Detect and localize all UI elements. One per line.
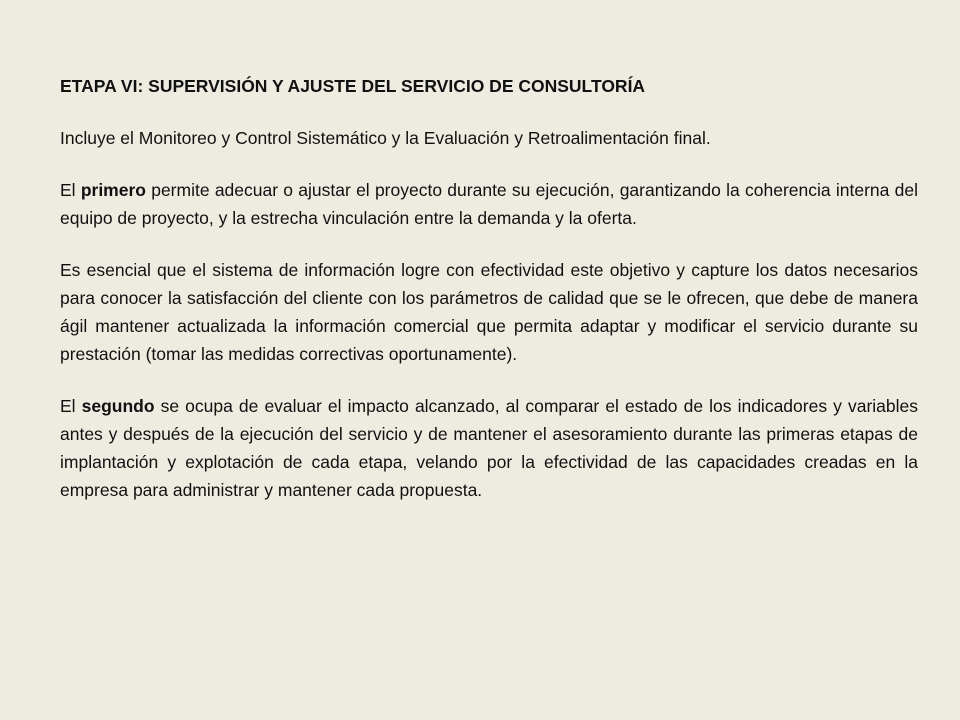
slide-title: ETAPA VI: SUPERVISIÓN Y AJUSTE DEL SERVICIO DE CONSULTORÍA xyxy=(60,76,646,96)
paragraph-segundo-keyword: segundo xyxy=(81,396,155,416)
paragraph-intro: Incluye el Monitoreo y Control Sistemático y la Evaluación y Retroalimentación final. xyxy=(60,128,711,148)
paragraph-primero-keyword: primero xyxy=(80,180,146,200)
paragraph-segundo xyxy=(60,392,918,504)
paragraph-primero-lead: El xyxy=(60,180,81,200)
paragraph-segundo-body: se ocupa de evaluar el impacto alcanzado, al comparar el estado de los indicadores y variables antes y después de la ejecución del servicio y de mantener el asesoramiento durante las primeras etapas de implantación y explotación de cada etapa, velando por la efectividad de las capacidades creadas en la empresa para administrar y mantener cada propuesta. xyxy=(60,396,918,500)
paragraph-sistema-informacion: Es esencial que el sistema de información logre con efectividad este objetivo y capture los datos necesarios para conocer la satisfacción del cliente con los parámetros de calidad que se le ofrecen, que debe de manera ágil mantener actualizada la información comercial que permita adaptar y modificar el servicio durante su prestación (tomar las medidas correctivas oportunamente). xyxy=(60,260,918,364)
paragraph-primero-body: permite adecuar o ajustar el proyecto durante su ejecución, garantizando la coherencia interna del equipo de proyecto, y la estrecha vinculación entre la demanda y la oferta. xyxy=(60,180,918,228)
slide-content xyxy=(60,72,918,528)
paragraph-primero xyxy=(60,176,918,232)
paragraph-segundo-lead: El xyxy=(60,396,82,416)
